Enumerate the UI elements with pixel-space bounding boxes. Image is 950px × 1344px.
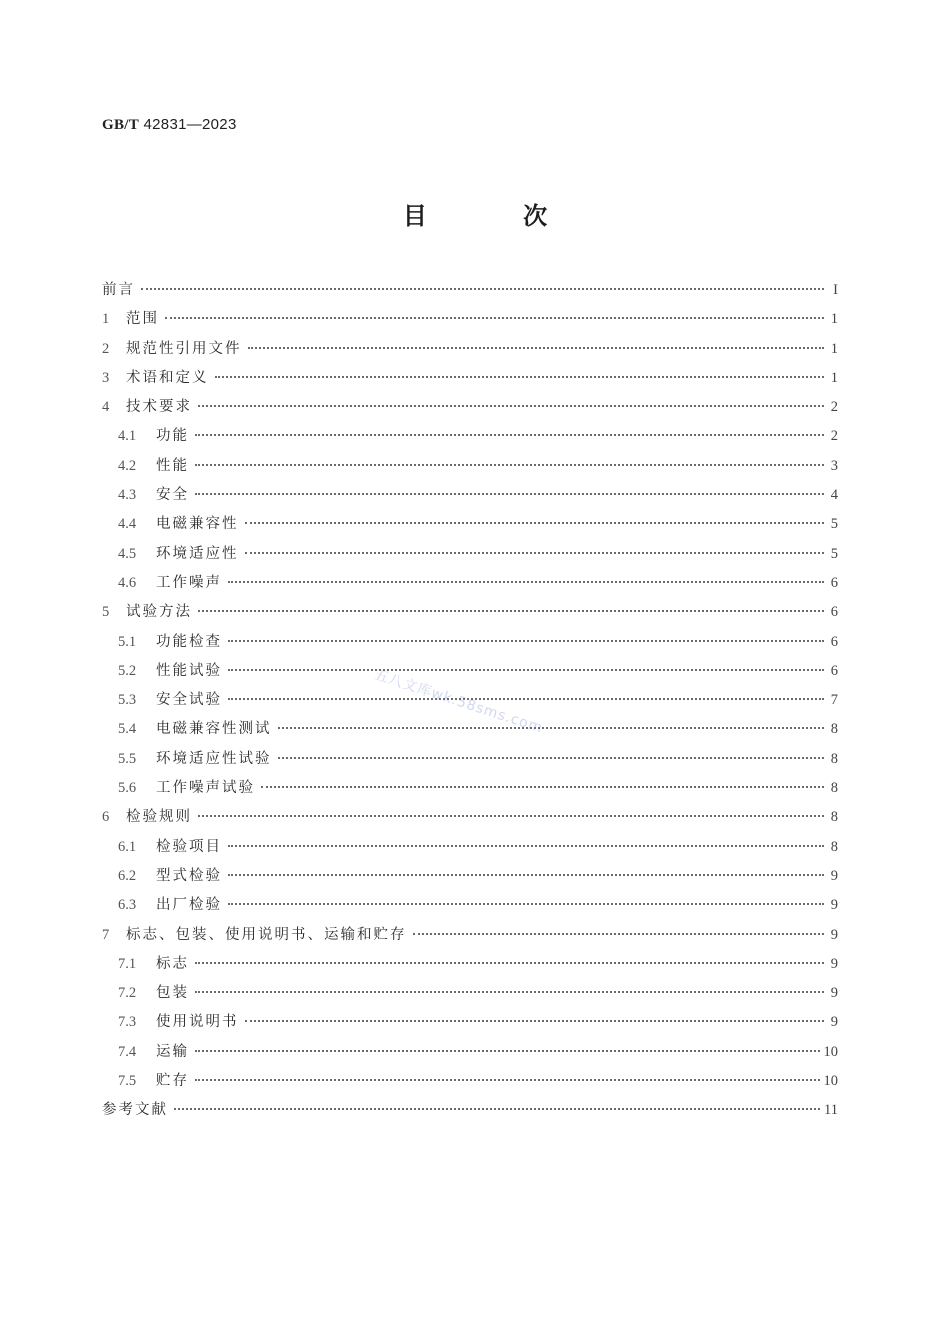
toc-entry-page: 9 — [830, 985, 838, 1002]
dot-leader — [165, 317, 824, 319]
toc-entry-number: 7.4 — [118, 1043, 137, 1060]
toc-entry-number: 5.6 — [118, 780, 137, 797]
toc-entry-number: 6.1 — [118, 838, 137, 855]
toc-entry-number: 4.1 — [118, 428, 137, 445]
toc-entry[interactable] — [102, 540, 838, 569]
toc-entry-page: 8 — [830, 838, 838, 855]
toc-entry-label: 使用说明书 — [156, 1014, 239, 1031]
toc-entry[interactable] — [102, 628, 838, 657]
toc-entry-label: 性能 — [156, 457, 189, 474]
toc-entry[interactable] — [102, 1038, 838, 1067]
toc-entry-label: 电磁兼容性测试 — [156, 721, 272, 738]
toc-entry[interactable] — [102, 862, 838, 891]
toc-entry-number: 7 — [102, 926, 110, 943]
toc-entry-number: 4.3 — [118, 487, 137, 504]
toc-entry-number: 4.6 — [118, 574, 137, 591]
toc-entry-label: 标志 — [156, 955, 189, 972]
toc-entry-page: 9 — [830, 897, 838, 914]
toc-entry-page: 9 — [830, 1014, 838, 1031]
dot-leader — [198, 405, 824, 407]
toc-entry-page: 1 — [830, 311, 838, 328]
toc-entry-number: 2 — [102, 340, 110, 357]
toc-entry-label: 出厂检验 — [156, 897, 222, 914]
toc-entry[interactable] — [102, 715, 838, 744]
toc-entry-number: 7.3 — [118, 1014, 137, 1031]
toc-entry[interactable] — [102, 452, 838, 481]
toc-entry-label: 工作噪声 — [156, 574, 222, 591]
toc-entry-number: 5.2 — [118, 662, 137, 679]
dot-leader — [195, 464, 824, 466]
dot-leader — [261, 786, 824, 788]
toc-entry-label: 功能 — [156, 428, 189, 445]
toc-entry-number: 7.1 — [118, 955, 137, 972]
document-code — [102, 116, 237, 134]
toc-entry-page: 4 — [830, 487, 838, 504]
dot-leader — [278, 757, 825, 759]
toc-entry-page: 8 — [830, 809, 838, 826]
toc-entry-label: 检验项目 — [156, 838, 222, 855]
dot-leader — [228, 698, 824, 700]
dot-leader — [228, 903, 824, 905]
toc-entry[interactable] — [102, 569, 838, 598]
toc-entry[interactable] — [102, 774, 838, 803]
toc-entry-number: 4.5 — [118, 545, 137, 562]
dot-leader — [195, 1079, 820, 1081]
dot-leader — [245, 522, 825, 524]
toc-entry-label: 贮存 — [156, 1073, 189, 1090]
toc-entry-label: 工作噪声试验 — [156, 780, 255, 797]
toc-entry-page: 3 — [830, 457, 838, 474]
toc-entry-page: 9 — [830, 926, 838, 943]
toc-entry[interactable] — [102, 364, 838, 393]
toc-entry[interactable] — [102, 393, 838, 422]
toc-entry[interactable] — [102, 481, 838, 510]
toc-entry-number: 6 — [102, 809, 110, 826]
toc-entry-label: 术语和定义 — [126, 369, 209, 386]
dot-leader — [245, 552, 825, 554]
toc-entry-page: 6 — [830, 633, 838, 650]
toc-entry[interactable] — [102, 891, 838, 920]
dot-leader — [195, 962, 824, 964]
standard-prefix: GB/T — [102, 117, 140, 133]
toc-entry-page: 8 — [830, 780, 838, 797]
toc-entry[interactable] — [102, 745, 838, 774]
toc-entry-label: 性能试验 — [156, 662, 222, 679]
toc-entry-label: 功能检查 — [156, 633, 222, 650]
toc-entry-page: 9 — [830, 955, 838, 972]
toc-entry[interactable] — [102, 950, 838, 979]
dot-leader — [198, 815, 824, 817]
dot-leader — [141, 288, 824, 290]
page-title: 目 次 — [402, 202, 592, 230]
toc-entry[interactable] — [102, 422, 838, 451]
dot-leader — [228, 874, 824, 876]
toc-entry-label: 电磁兼容性 — [156, 516, 239, 533]
toc-entry-label: 环境适应性 — [156, 545, 239, 562]
toc-entry-label: 范围 — [126, 311, 159, 328]
toc-entry-number: 5.5 — [118, 750, 137, 767]
dot-leader — [228, 669, 824, 671]
toc-entry-label: 检验规则 — [126, 809, 192, 826]
toc-entry-number: 6.3 — [118, 897, 137, 914]
toc-entry-page: 1 — [830, 369, 838, 386]
dot-leader — [245, 1020, 825, 1022]
standard-number: 42831—2023 — [143, 116, 237, 133]
dot-leader — [413, 933, 825, 935]
dot-leader — [195, 1050, 820, 1052]
toc-entry-page: 5 — [830, 516, 838, 533]
toc-entry-page: 2 — [830, 428, 838, 445]
toc-entry-label: 参考文献 — [102, 1102, 168, 1119]
toc-entry-number: 5.3 — [118, 692, 137, 709]
toc-entry-page: 11 — [824, 1102, 838, 1119]
toc-entry[interactable] — [102, 803, 838, 832]
dot-leader — [228, 845, 824, 847]
toc-entry[interactable] — [102, 276, 838, 305]
toc-entry-page: 10 — [823, 1073, 838, 1090]
toc-entry[interactable] — [102, 598, 838, 627]
toc-entry-label: 环境适应性试验 — [156, 750, 272, 767]
toc-entry[interactable] — [102, 510, 838, 539]
dot-leader — [248, 347, 825, 349]
toc-entry[interactable] — [102, 921, 838, 950]
toc-entry-page: 9 — [830, 867, 838, 884]
dot-leader — [228, 640, 824, 642]
toc-entry-label: 安全 — [156, 487, 189, 504]
toc-entry-page: 1 — [830, 340, 838, 357]
toc-entry-label: 试验方法 — [126, 604, 192, 621]
watermark: 五八文库wk.58sms.com — [372, 666, 545, 737]
toc-entry-page: 7 — [830, 692, 838, 709]
toc-entry-number: 4.2 — [118, 457, 137, 474]
dot-leader — [215, 376, 825, 378]
toc-entry-label: 技术要求 — [126, 399, 192, 416]
toc-entry[interactable] — [102, 979, 838, 1008]
toc-entry[interactable] — [102, 335, 838, 364]
toc-entry-page: 8 — [830, 721, 838, 738]
toc-entry-number: 7.2 — [118, 985, 137, 1002]
toc-entry-page: 5 — [830, 545, 838, 562]
toc-entry-label: 前言 — [102, 282, 135, 298]
toc-entry-number: 6.2 — [118, 867, 137, 884]
toc-entry-label: 包装 — [156, 985, 189, 1002]
toc-entry-number: 4 — [102, 399, 110, 416]
toc-entry-label: 运输 — [156, 1043, 189, 1060]
dot-leader — [198, 610, 824, 612]
toc-entry-label: 安全试验 — [156, 692, 222, 709]
dot-leader — [228, 581, 824, 583]
toc-entry[interactable] — [102, 657, 838, 686]
toc-entry-label: 规范性引用文件 — [126, 340, 242, 357]
toc-entry-number: 5.4 — [118, 721, 137, 738]
toc-entry[interactable] — [102, 833, 838, 862]
toc-entry-number: 4.4 — [118, 516, 137, 533]
toc-entry[interactable] — [102, 1067, 838, 1096]
toc-entry-label: 型式检验 — [156, 867, 222, 884]
toc-entry-page: 6 — [830, 604, 838, 621]
dot-leader — [195, 493, 824, 495]
toc-entry-number: 3 — [102, 369, 110, 386]
toc-entry-label: 标志、包装、使用说明书、运输和贮存 — [126, 926, 407, 943]
toc-entry-page: 6 — [830, 662, 838, 679]
toc-entry[interactable] — [102, 1008, 838, 1037]
toc-entry-number: 5 — [102, 604, 110, 621]
dot-leader — [278, 727, 825, 729]
toc-entry-page: 8 — [830, 750, 838, 767]
toc-entry-page: 10 — [823, 1043, 838, 1060]
toc-entry-number: 1 — [102, 311, 110, 328]
toc-entry-number: 7.5 — [118, 1073, 137, 1090]
dot-leader — [195, 434, 824, 436]
dot-leader — [195, 991, 824, 993]
toc-entry[interactable] — [102, 305, 838, 334]
toc-entry-page: I — [833, 282, 838, 298]
dot-leader — [174, 1108, 820, 1110]
toc-entry-number: 5.1 — [118, 633, 137, 650]
toc-entry[interactable] — [102, 1096, 838, 1125]
toc-entry-page: 6 — [830, 574, 838, 591]
toc-entry-page: 2 — [830, 399, 838, 416]
